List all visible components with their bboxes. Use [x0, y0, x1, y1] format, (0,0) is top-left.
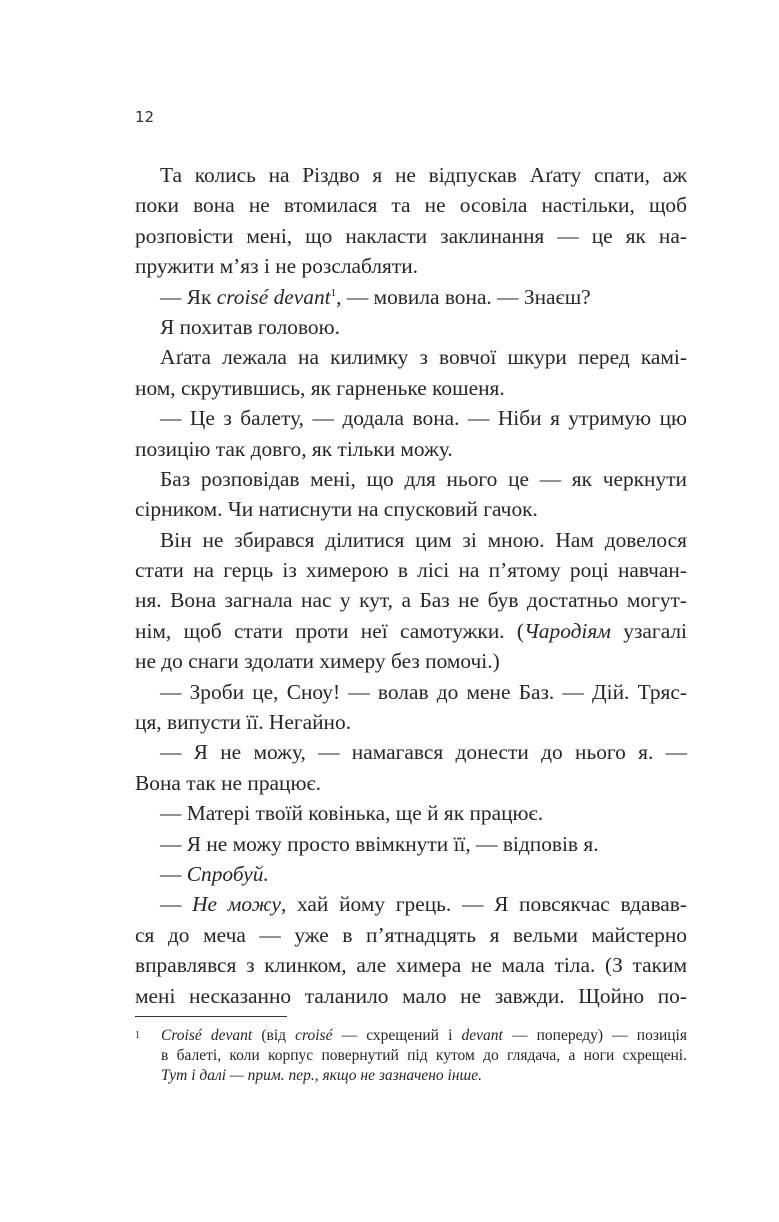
- text-line: Він не збирався ділитися цим зі мною. Нам довелося: [160, 527, 687, 552]
- footnote-separator: [135, 1016, 287, 1017]
- footnote-text: [161, 1026, 687, 1086]
- text-line: — Матері твоїй ковінька, ще й як працює.: [160, 801, 544, 826]
- text-run: ,: [336, 284, 347, 309]
- text-run: Не можу: [192, 892, 281, 917]
- text-run: Тут і далі — прим. пер., якщо не зазначено інше.: [161, 1067, 482, 1084]
- text-run: Croisé devant: [161, 1027, 253, 1044]
- text-line: — Зроби це, Сноу! — волав до мене Баз. — Дій. Тряс-: [160, 679, 687, 704]
- text-line: ця, випусти її. Негайно.: [135, 710, 352, 735]
- text-run: (від: [252, 1027, 296, 1044]
- text-run: Спробуй.: [186, 861, 269, 886]
- footnote: [135, 1026, 687, 1086]
- text-run: croisé: [295, 1027, 333, 1044]
- page-number: 12: [135, 108, 155, 126]
- footnote-line: [161, 1066, 687, 1086]
- text-run: devant: [461, 1027, 503, 1044]
- text-line: ся до меча — уже в п’ятнадцять я вельми майстерно: [135, 922, 687, 947]
- text-run: — Як: [160, 284, 217, 309]
- text-line: стати на герць із химерою в лісі на п’ятому році навчан-: [135, 558, 687, 583]
- text-line: Та колись на Різдво я не відпускав Аґату спати, аж: [160, 163, 687, 187]
- footnote-reference: 1: [330, 286, 337, 299]
- text-line: Баз розповідав мені, що для нього це — як черкнути: [160, 466, 687, 491]
- text-run: нім, щоб стати проти неї самотужки. (: [135, 618, 525, 643]
- text-line: вправлявся з клинком, але химера не мала тіла. (З таким: [135, 953, 687, 978]
- text-line: ня. Вона загнала нас у кут, а Баз не був достатньо могут-: [135, 588, 687, 613]
- text-line: [135, 889, 687, 919]
- text-line: [135, 282, 687, 312]
- footnote-line: [161, 1026, 687, 1046]
- text-line: Аґата лежала на килимку з вовчої шкури перед камі-: [160, 345, 687, 370]
- text-run: Чародіям: [524, 618, 611, 643]
- text-run: — попереду) — позиція: [502, 1027, 687, 1044]
- text-run: — мовила вона. — Знаєш?: [346, 284, 591, 309]
- text-run: , хай йому грець. — Я повсякчас вдавав-: [280, 892, 687, 917]
- text-run: в балеті, коли корпус повернутий під кутом до глядача, а ноги схрещені.: [161, 1047, 687, 1064]
- text-line: — Я не можу, — намагався донести до нього я. —: [160, 740, 687, 765]
- text-run: —: [160, 861, 187, 886]
- body-text: [135, 160, 687, 1011]
- text-line: розповісти мені, що накласти заклинання — це як на-: [135, 223, 687, 248]
- text-run: — схрещений і: [332, 1027, 462, 1044]
- text-line: пружити м’яз і не розслабляти.: [135, 254, 419, 279]
- text-line: сірником. Чи натиснути на спусковий гачок.: [135, 497, 538, 522]
- text-line: ном, скрутившись, як гарненьке кошеня.: [135, 375, 505, 400]
- text-line: — Я не можу просто ввімкнути її, — відповів я.: [160, 831, 599, 856]
- text-run: —: [160, 892, 193, 917]
- text-line: [135, 859, 687, 889]
- footnote-line: [161, 1046, 687, 1066]
- text-line: поки вона не втомилася та не осовіла настільки, щоб: [135, 193, 687, 218]
- text-line: не до снаги здолати химеру без помочі.): [135, 649, 500, 674]
- text-line: Я похитав головою.: [160, 314, 340, 339]
- text-line: Вона так не працює.: [135, 770, 321, 795]
- footnote-marker: 1: [135, 1030, 140, 1041]
- text-line: — Це з балету, — додала вона. — Ніби я утримую цю: [160, 406, 687, 431]
- text-run: узагалі: [610, 618, 687, 643]
- text-line: мені несказанно таланило мало не завжди. Щойно по-: [135, 983, 687, 1008]
- text-line: позицію так довго, як тільки можу.: [135, 436, 453, 461]
- text-line: [135, 616, 687, 646]
- text-run: croisé devant: [216, 284, 331, 309]
